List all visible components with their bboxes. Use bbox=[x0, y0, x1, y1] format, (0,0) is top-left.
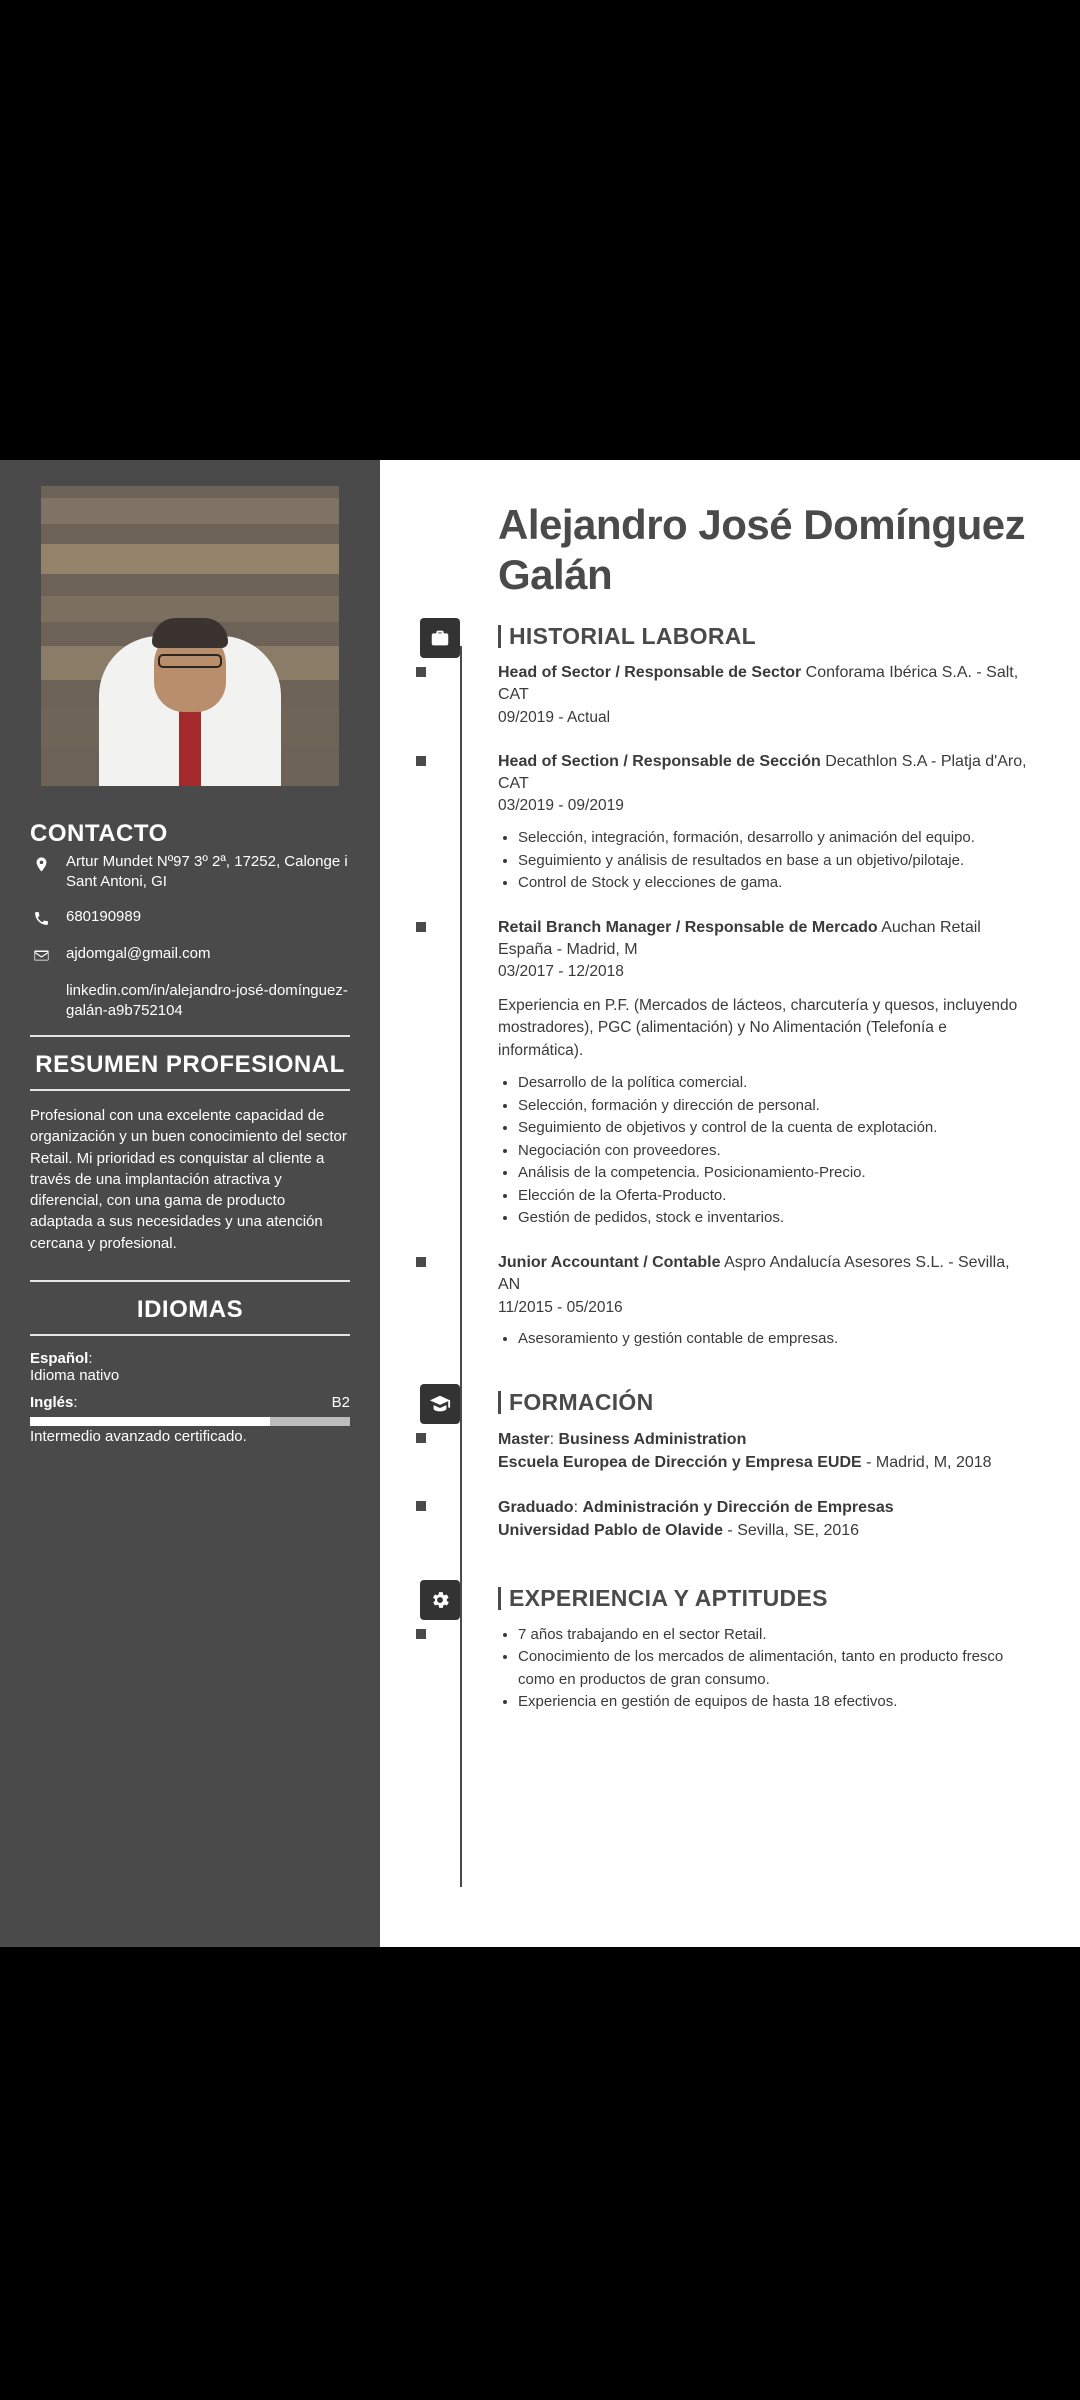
page-title: Alejandro José Domínguez Galán bbox=[498, 501, 1026, 598]
language-name-english: Inglés bbox=[30, 1394, 74, 1412]
cv-main bbox=[380, 460, 1080, 1947]
job-entry bbox=[498, 1252, 1030, 1351]
education-school: Escuela Europea de Dirección y Empresa EUDE bbox=[498, 1454, 862, 1472]
phone-icon bbox=[30, 908, 52, 930]
list-item: • Conocimiento de los mercados de alimentación, tanto en producto fresco como en productos de gran consumo. bbox=[518, 1646, 1030, 1691]
location-pin-icon bbox=[30, 853, 52, 875]
contact-address-text: Artur Mundet Nº97 3º 2ª, 17252, Calonge i Sant Antoni, GI bbox=[66, 853, 348, 891]
list-item: • Análisis de la competencia. Posicionamiento-Precio. bbox=[518, 1162, 1030, 1185]
list-item: • Elección de la Oferta-Producto. bbox=[518, 1185, 1030, 1208]
summary-heading: RESUMEN PROFESIONAL bbox=[35, 1051, 345, 1078]
divider-languages-bottom bbox=[30, 1334, 350, 1336]
job-paragraph: Experiencia en P.F. (Mercados de lácteos, charcutería y quesos, incluyendo mostradores), PGC (alimentación) y No Alimentación (Telefonía e informática). bbox=[498, 997, 1018, 1059]
language-level-english: B2 bbox=[331, 1394, 350, 1412]
list-item: • Gestión de pedidos, stock e inventarios. bbox=[518, 1207, 1030, 1230]
job-dates: 09/2019 - Actual bbox=[498, 708, 611, 726]
list-item: • Negociación con proveedores. bbox=[518, 1140, 1030, 1163]
gear-star-icon bbox=[420, 1580, 460, 1620]
list-item: • Selección, formación y dirección de personal. bbox=[518, 1095, 1030, 1118]
profile-photo bbox=[41, 486, 339, 786]
section-title-experiencia: EXPERIENCIA Y APTITUDES bbox=[498, 1587, 828, 1610]
language-name-spanish: Español bbox=[30, 1350, 89, 1368]
list-item: • Experiencia en gestión de equipos de hasta 18 efectivos. bbox=[518, 1691, 1030, 1714]
section-title-formacion: FORMACIÓN bbox=[498, 1391, 654, 1414]
language-item-english bbox=[30, 1394, 350, 1445]
job-role: Head of Section / Responsable de Sección bbox=[498, 752, 821, 770]
list-item: • Control de Stock y elecciones de gama. bbox=[518, 872, 1030, 895]
list-item: • 7 años trabajando en el sector Retail. bbox=[518, 1624, 1030, 1647]
contact-email-text: ajdomgal@gmail.com bbox=[66, 944, 211, 962]
divider-languages bbox=[30, 1280, 350, 1282]
job-company: Auchan Retail España - Madrid, M bbox=[498, 918, 981, 958]
skills-bullets bbox=[518, 1624, 1030, 1714]
divider-summary bbox=[30, 1035, 350, 1037]
job-dates: 11/2015 - 05/2016 bbox=[498, 1298, 623, 1316]
language-detail-spanish: Idioma nativo bbox=[30, 1367, 120, 1385]
job-company: Aspro Andalucía Asesores S.L. - Sevilla, AN bbox=[498, 1253, 1010, 1294]
job-bullets bbox=[518, 827, 1030, 895]
language-note-english: Intermedio avanzado certificado. bbox=[30, 1428, 247, 1446]
education-degree: Business Administration bbox=[558, 1430, 747, 1448]
list-item: • Seguimiento y análisis de resultados en base a un objetivo/pilotaje. bbox=[518, 850, 1030, 873]
contact-email[interactable] bbox=[30, 944, 350, 967]
contact-phone[interactable] bbox=[30, 907, 350, 930]
summary-text: Profesional con una excelente capacidad de organización y un buen conocimiento del sector Retail. Mi prioridad es conquistar al cliente a través de una implantación atractiva y diferencial, con una gama de producto adaptada a sus necesidades y una atención cercana y profesional. bbox=[30, 1107, 347, 1252]
job-role: Retail Branch Manager / Responsable de Mercado bbox=[498, 918, 878, 936]
list-item: • Selección, integración, formación, desarrollo y animación del equipo. bbox=[518, 827, 1030, 850]
languages-heading: IDIOMAS bbox=[136, 1296, 244, 1324]
job-dates: 03/2019 - 09/2019 bbox=[498, 797, 624, 815]
section-historial-laboral bbox=[420, 625, 1030, 1351]
education-sep: : bbox=[573, 1499, 583, 1517]
contact-address bbox=[30, 852, 350, 893]
cv-sidebar bbox=[0, 460, 380, 1947]
language-sep-english: : bbox=[73, 1394, 78, 1412]
job-entry bbox=[498, 917, 1030, 1230]
job-company: Decathlon S.A - Platja d'Aro, CAT bbox=[498, 752, 1027, 792]
education-entry bbox=[498, 1496, 1030, 1542]
contact-linkedin-text: linkedin.com/in/alejandro-josé-domínguez-galán-a9b752104 bbox=[66, 981, 348, 1019]
job-role: Junior Accountant / Contable bbox=[498, 1253, 721, 1271]
section-experiencia-aptitudes bbox=[420, 1584, 1030, 1714]
job-dates: 03/2017 - 12/2018 bbox=[498, 963, 624, 981]
education-degree-label: Master bbox=[498, 1430, 550, 1448]
language-item-spanish bbox=[30, 1350, 350, 1384]
education-degree-label: Graduado bbox=[498, 1499, 574, 1517]
briefcase-icon bbox=[420, 618, 460, 658]
education-sep: : bbox=[549, 1430, 559, 1448]
list-item: • Asesoramiento y gestión contable de empresas. bbox=[518, 1328, 1030, 1351]
contact-phone-text: 680190989 bbox=[66, 907, 142, 925]
envelope-icon bbox=[30, 945, 52, 967]
education-school: Universidad Pablo de Olavide bbox=[498, 1522, 723, 1540]
section-formacion bbox=[420, 1388, 1030, 1543]
divider-summary-bottom bbox=[30, 1089, 350, 1091]
job-entry bbox=[498, 751, 1030, 895]
job-entry bbox=[498, 662, 1030, 728]
cv-document bbox=[0, 460, 1080, 1947]
education-entry bbox=[498, 1428, 1030, 1474]
job-bullets bbox=[518, 1328, 1030, 1351]
job-company: Conforama Ibérica S.A. - Salt, CAT bbox=[498, 664, 1019, 704]
list-item: • Seguimiento de objetivos y control de la cuenta de explotación. bbox=[518, 1117, 1030, 1140]
education-location: - Madrid, M, 2018 bbox=[861, 1454, 992, 1472]
job-role: Head of Sector / Responsable de Sector bbox=[498, 664, 802, 682]
contact-linkedin[interactable] bbox=[30, 981, 350, 1022]
graduation-cap-icon bbox=[420, 1384, 460, 1424]
skills-entry bbox=[498, 1624, 1030, 1714]
language-level-bar bbox=[30, 1417, 350, 1426]
education-degree: Administración y Dirección de Empresas bbox=[582, 1499, 894, 1517]
language-sep-spanish: : bbox=[88, 1350, 93, 1368]
contact-heading: CONTACTO bbox=[30, 820, 168, 847]
education-location: - Sevilla, SE, 2016 bbox=[722, 1522, 860, 1540]
job-bullets bbox=[518, 1072, 1030, 1230]
section-title-historial: HISTORIAL LABORAL bbox=[498, 625, 756, 648]
list-item: • Desarrollo de la política comercial. bbox=[518, 1072, 1030, 1095]
